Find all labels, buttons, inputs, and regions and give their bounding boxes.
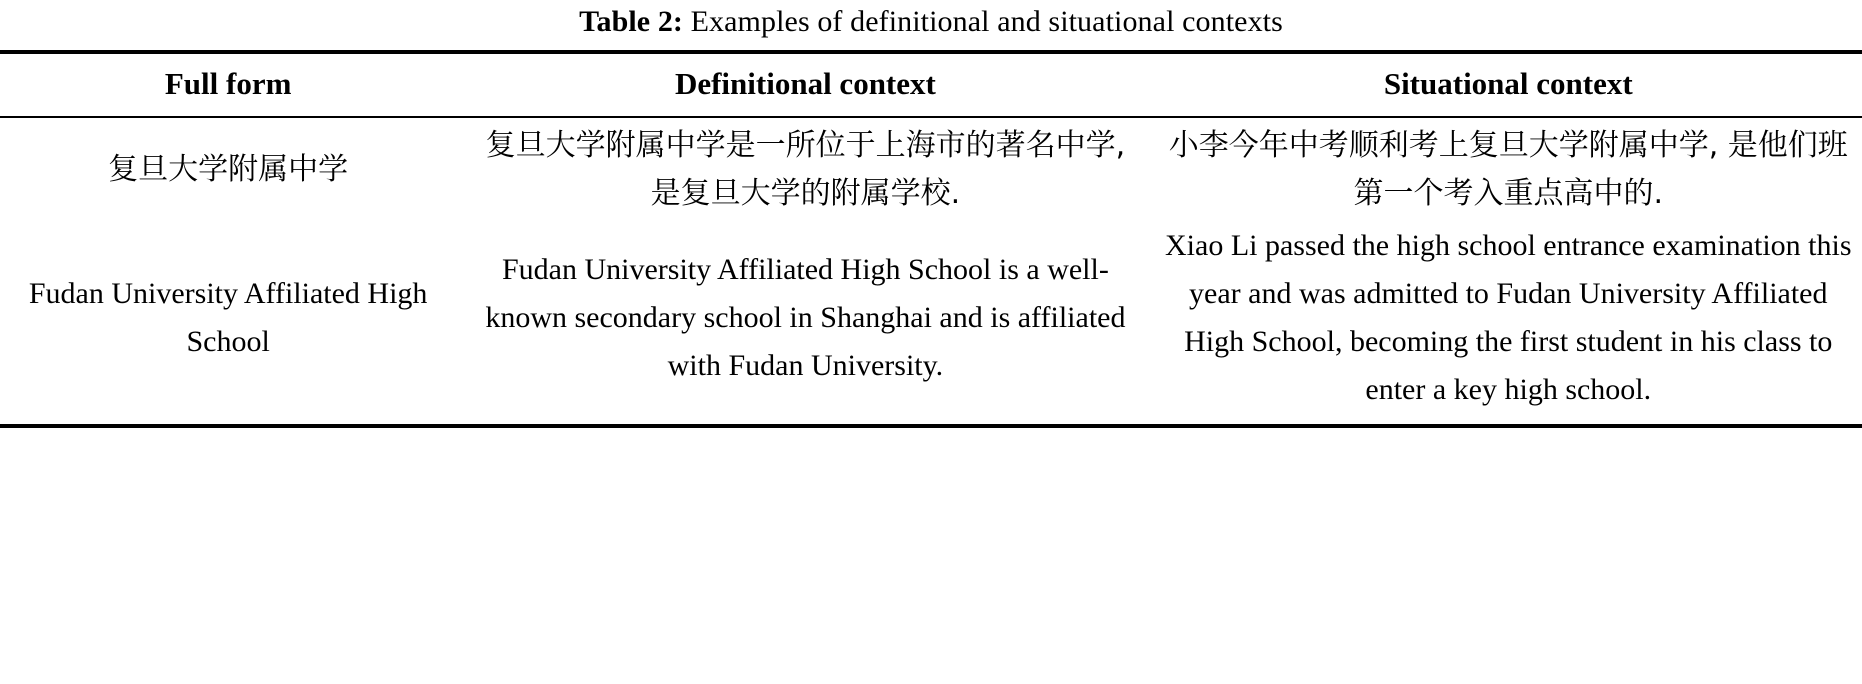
cell-situational-english: Xiao Li passed the high school entrance examination this year and was admitted to Fudan University Affiliated High School, becoming the first student in his class to enter a key high school. [1155, 220, 1862, 426]
table-caption [0, 0, 1862, 50]
column-header-definitional-context: Definitional context [456, 52, 1154, 117]
table-row [0, 220, 1862, 426]
column-header-situational-context: Situational context [1155, 52, 1862, 117]
table-caption-text: Examples of definitional and situational contexts [683, 5, 1283, 38]
table-body [0, 117, 1862, 426]
examples-table [0, 50, 1862, 428]
table-caption-label: Table 2: [579, 5, 684, 38]
cell-situational-chinese: 小李今年中考顺利考上复旦大学附属中学, 是他们班第一个考入重点高中的. [1155, 117, 1862, 220]
table-row [0, 117, 1862, 220]
column-header-full-form: Full form [0, 52, 456, 117]
table-header [0, 52, 1862, 117]
cell-definitional-chinese: 复旦大学附属中学是一所位于上海市的著名中学, 是复旦大学的附属学校. [456, 117, 1154, 220]
cell-full-form-english: Fudan University Affiliated High School [0, 220, 456, 426]
table-header-row [0, 52, 1862, 117]
cell-full-form-chinese: 复旦大学附属中学 [0, 117, 456, 220]
cell-definitional-english: Fudan University Affiliated High School is a well-known secondary school in Shanghai and is affiliated with Fudan University. [456, 220, 1154, 426]
